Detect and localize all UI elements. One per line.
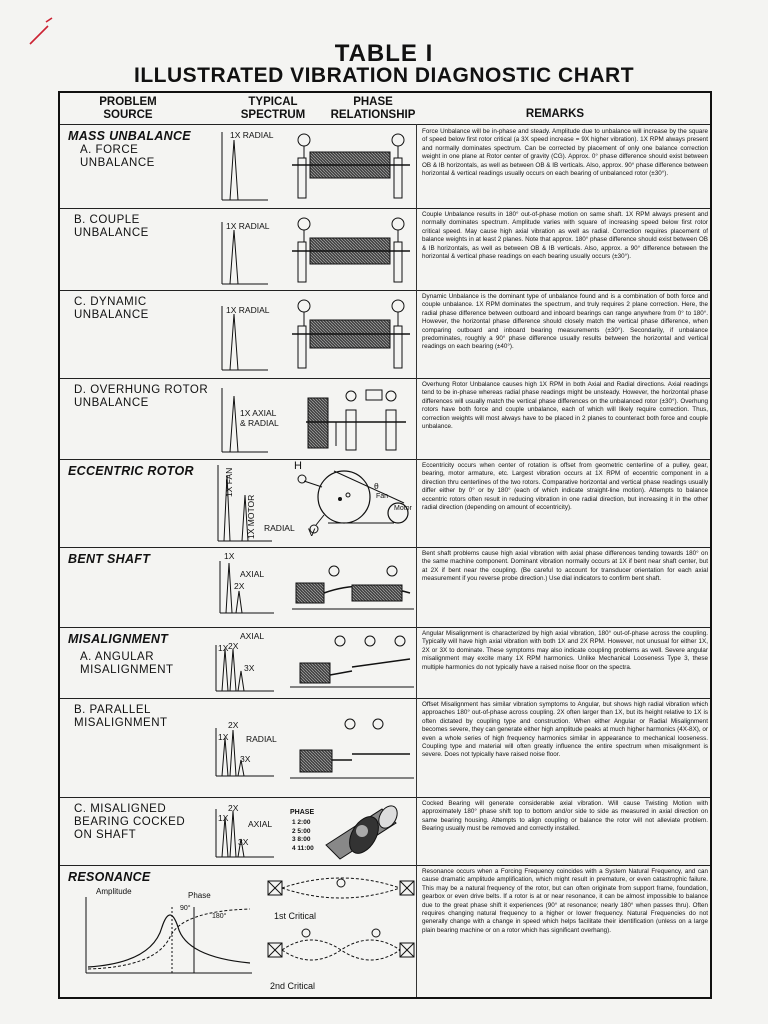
label-1st-critical: 1st Critical [274,911,317,921]
section-resonance: RESONANCE [68,870,151,884]
spectrum-label-2x: 2X [234,581,245,591]
spectrum-label-axial: AXIAL [240,631,265,641]
spectrum-plot [218,561,278,617]
spectrum-label: 1X RADIAL [226,221,270,231]
row-force-unbalance [60,124,710,208]
phase-item: 4 11:00 [292,844,314,852]
spectrum-label-2x: 2X [228,720,239,730]
label-motor: Motor [394,505,412,512]
spectrum-plot [214,645,278,695]
row-couple-unbalance [60,208,710,290]
spectrum-label-3x: 3X [244,663,255,673]
eccentric-rotor-diagram [294,467,418,539]
remark-force-unbalance: Force Unbalance will be in-phase and steady. Amplitude due to unbalance will increase by the square of speed below first rotor critical (a 3X speed increase = 9X higher vibration). 1X RPM always present and normally dominates spectrum. Can be corrected by placement of only one balance correction weight in one plane at Rotor center of gravity (CG). Approx. 0° phase difference should exist between OB & IB horizontals, as well as between OB & IB verticals. Also, approx. 90° phase difference between horizontal & vertical readings usually occurs on each bearing of unbalanced rotor (±30°). [422,128,708,178]
label-v: V [308,527,316,539]
section-misalignment: MISALIGNMENT [68,632,169,646]
remark-bent-shaft: Bent shaft problems cause high axial vibration with axial phase differences tending towards 180° on the same machine component. Dominant vibration normally occurs at 1X if bent near shaft center, but at 2X if bent near the coupling. (Be careful to account for transducer orientation for each axial measurement if you reverse probe direction.) Use dial indicators to confirm bent shaft. [422,550,708,583]
spectrum-label: 1X AXIAL & RADIAL [240,408,279,428]
problem-couple-unbalance: B. COUPLE UNBALANCE [74,214,149,239]
spectrum-label-2x: 2X [228,803,239,813]
header-phase-relationship: PHASE RELATIONSHIP [330,96,416,121]
header-remarks: REMARKS [525,108,585,120]
spectrum-label-1x: 1X [224,551,235,561]
spectrum-plot [216,465,276,545]
phase-item: 1 2:00 [292,819,311,826]
couple-unbalance-rotor-diagram [292,214,412,286]
resonance-curve-diagram [82,897,256,977]
spectrum-label-1x: 1X [218,732,229,742]
overhung-rotor-diagram [306,386,410,456]
row-eccentric-rotor [60,459,710,547]
label-180: 180° [212,913,227,920]
row-angular-misalignment [60,627,710,698]
cocked-bearing-diagram [322,801,416,863]
row-resonance [60,865,710,999]
problem-angular-misalignment: A. ANGULAR MISALIGNMENT [80,651,174,676]
label-h: H [294,460,302,472]
angular-misalignment-diagram [290,633,416,693]
problem-parallel-misalignment: B. PARALLEL MISALIGNMENT [74,704,168,729]
remark-cocked-bearing: Cocked Bearing will generate considerable axial vibration. Will cause Twisting Motion with approximately 180° phase shift top to bottom and/or side to side as measured in axial direction on same bearing housing. Attempts to align coupling or balance the rotor will not alleviate problem. Bearing usually must be removed and correctly installed. [422,800,708,833]
spectrum-label-3x: 3X [238,837,249,847]
problem-cocked-bearing: C. MISALIGNED BEARING COCKED ON SHAFT [74,803,186,841]
spectrum-label-1x: 1X [218,813,229,823]
remark-parallel-misalignment: Offset Misalignment has similar vibration symptoms to Angular, but shows high radial vibration which approaches 180° out-of-phase across coupling. 2X often larger than 1X, but its height relative to 1X is often dictated by coupling type and construction. When either Angular or Radial Misalignment becomes severe, they can generate either high amplitude peaks at much higher harmonics (4X-8X), or even a whole series of high frequency harmonics similar in appearance to mechanical looseness. Coupling type and material will often greatly influence the entire spectrum when misalignment is severe. Does not typically have raised noise floor. [422,701,708,759]
spectrum-plot [220,306,270,374]
spectrum-label-1x: 1X [218,643,229,653]
spectrum-label: 1X RADIAL [226,305,270,315]
page-title-table: TABLE I [334,40,434,67]
problem-dynamic-unbalance: C. DYNAMIC UNBALANCE [74,296,149,321]
force-unbalance-rotor-diagram [292,130,412,204]
spectrum-plot [214,809,278,861]
spectrum-label-fan: 1X FAN [224,467,234,497]
bent-shaft-diagram [292,559,416,619]
problem-force-unbalance: A. FORCE UNBALANCE [80,144,155,169]
parallel-misalignment-diagram [290,714,416,784]
critical-mode-shapes-diagram [266,873,416,983]
row-dynamic-unbalance [60,290,710,378]
spectrum-plot [214,728,278,780]
remark-dynamic-unbalance: Dynamic Unbalance is the dominant type of unbalance found and is a combination of both force and couple unbalance. 1X RPM dominates the spectrum, and truly requires 2 plane correction. Here, the radial phase difference between outboard and inboard bearings can range anywhere from 0° to 180°. However, the horizontal phase difference should closely match the vertical phase difference, when comparing outboard and inboard bearing measurements (±30°). Secondarily, if unbalance predominates, roughly a 90° phase difference usually results between the horizontal and vertical readings on each bearing (±40°). [422,293,708,351]
label-theta: θ [374,481,379,491]
label-2nd-critical: 2nd Critical [270,981,316,991]
spectrum-label-axial: AXIAL [248,819,273,829]
label-phase: Phase [188,891,211,900]
page-title: ILLUSTRATED VIBRATION DIAGNOSTIC CHART [133,64,635,87]
header-problem-source: PROBLEM SOURCE [99,96,157,121]
dynamic-unbalance-rotor-diagram [292,296,412,374]
section-mass-unbalance: MASS UNBALANCE [68,129,191,143]
row-parallel-misalignment [60,698,710,797]
column-divider [416,124,417,997]
remark-angular-misalignment: Angular Misalignment is characterized by high axial vibration, 180° out-of-phase across the coupling. Typically will have high axial vibration with both 1X and 2X RPM. However, not unusual for either 1X, 2X or 3X to dominate. These symptoms may also indicate coupling problems as well. Severe angular misalignment may excite many 1X RPM harmonics. Unlike Mechanical Looseness Type 3, these multiple harmonics do not typically have a raised noise floor on the spectra. [422,630,708,671]
label-amplitude: Amplitude [96,887,132,896]
phase-list [292,819,314,853]
problem-overhung-rotor: D. OVERHUNG ROTOR UNBALANCE [74,384,209,409]
remark-overhung-rotor: Overhung Rotor Unbalance causes high 1X RPM in both Axial and Radial directions. Axial readings tend to be in-phase whereas radial phase readings might be unsteady. However, the horizontal phase differences will usually match the vertical phase differences on the unbalanced rotor (±30°). Overhung rotors have both force and couple unbalance, each of which will likely require correction. Thus, correction weights will most always have to be placed in 2 planes to counteract both force and couple unbalance. [422,381,708,431]
spectrum-label-3x: 3X [240,754,251,764]
spectrum-label-radial: RADIAL [264,523,295,533]
row-cocked-bearing [60,797,710,865]
spectrum-label-radial: RADIAL [246,734,277,744]
remark-resonance: Resonance occurs when a Forcing Frequency coincides with a System Natural Frequency, and can cause dramatic amplitude amplification, which might result in premature, or even catastrophic failure. This may be a natural frequency of the rotor, but can often originate from support frame, foundation, gearbox or even drive belts. If a rotor is at or near resonance, it can be almost impossible to balance due to the great phase shift it experiences (90° at resonance; nearly 180° when passes thru). Often requires changing natural frequency to a higher or lower frequency. Natural Frequencies do not generally change with a change in speed which helps facilitate their identification (unless on a large plain bearing machine or on a rotor which has significant overhang). [422,868,708,934]
section-eccentric-rotor: ECCENTRIC ROTOR [68,464,194,478]
diagnostic-table [58,91,712,999]
spectrum-plot [220,222,270,288]
label-90: 90° [180,905,191,912]
row-bent-shaft [60,547,710,627]
phase-item: 3 8:00 [292,836,311,843]
spectrum-label-axial: AXIAL [240,569,265,579]
section-bent-shaft: BENT SHAFT [68,552,151,566]
remark-eccentric-rotor: Eccentricity occurs when center of rotation is offset from geometric centerline of a pulley, gear, bearing, motor armature, etc. Largest vibration occurs at 1X RPM of eccentric component in a direction thru centerlines of the two rotors. Comparative horizontal and vertical phase readings usually differ either by 0° or by 180° (each of which indicate straight-line motion). Attempts to balance eccentric rotors often result in reducing vibration in one radial direction, but increasing it in the other radial direction (depending on amount of eccentricity). [422,462,708,512]
spectrum-label-2x: 2X [228,641,239,651]
label-fan: Fan [376,493,389,500]
phase-title: PHASE [290,809,315,816]
spectrum-plot [220,132,270,204]
spectrum-plot [220,388,270,456]
spectrum-label-motor: 1X MOTOR [246,494,256,539]
phase-item: 2 5:00 [292,827,311,835]
spectrum-label: 1X RADIAL [230,130,274,140]
row-overhung-rotor [60,378,710,459]
remark-couple-unbalance: Couple Unbalance results in 180° out-of-phase motion on same shaft. 1X RPM always present and normally dominates spectrum. Amplitude varies with square of increasing speed below first rotor critical speed. May cause high axial vibration as well as radial. Correction requires placement of balance weights in at least 2 planes. Note that approx. 180° phase difference should exist between OB & IB horizontals, as well as between OB & IB verticals. Also, approx. a 90° difference between the horizontal & vertical phase readings on each bearing usually occurs (±30°). [422,211,708,261]
header-typical-spectrum: TYPICAL SPECTRUM [240,96,306,121]
